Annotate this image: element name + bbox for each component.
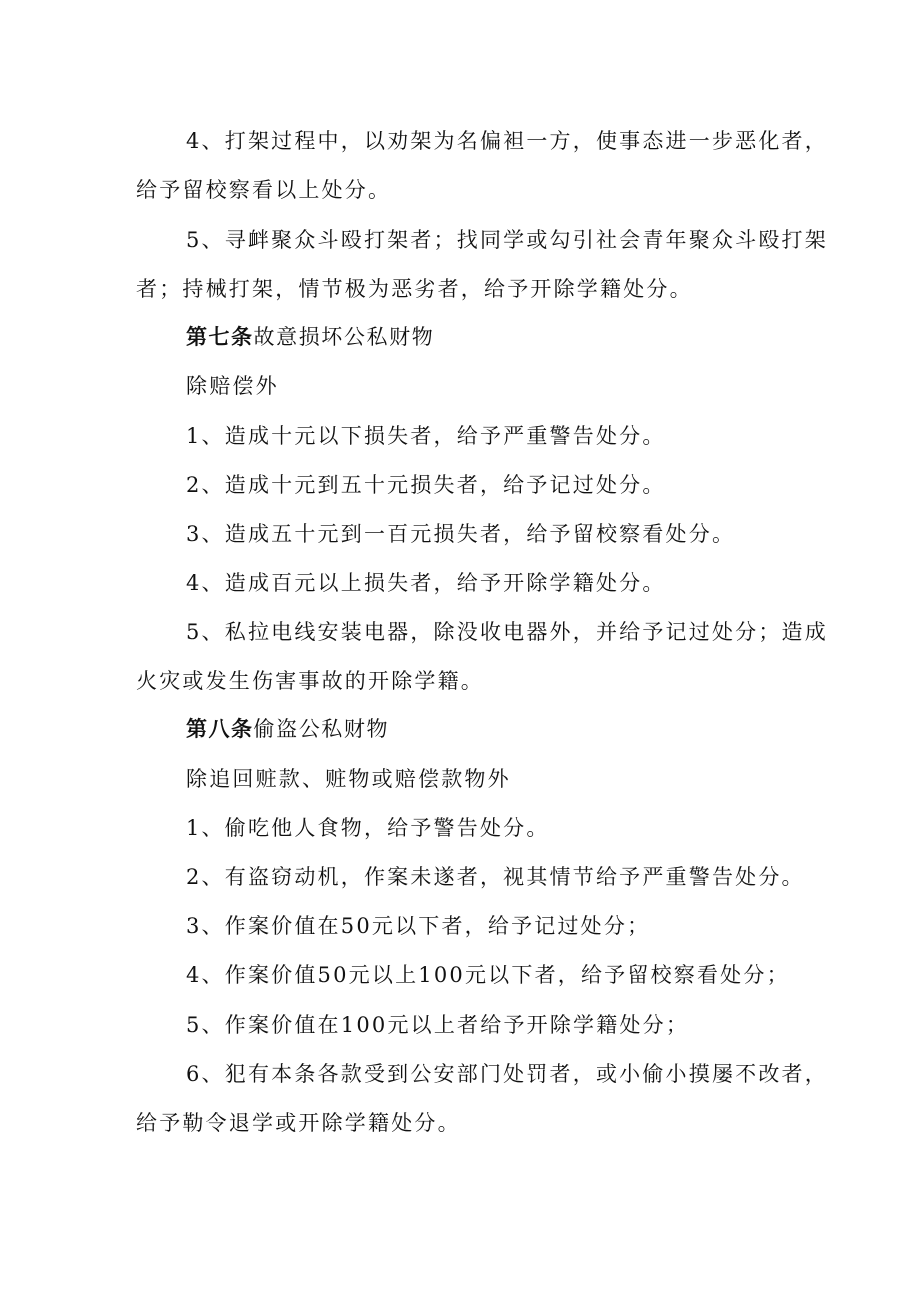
list-item: 3、造成五十元到一百元损失者，给予留校察看处分。 (186, 522, 736, 546)
list-item: 2、有盗窃动机，作案未遂者，视其情节给予严重警告处分。 (186, 865, 805, 889)
list-item: 3、作案价值在50元以下者，给予记过处分； (186, 914, 651, 938)
paragraph-line: 给予勒令退学或开除学籍处分。 (136, 1111, 461, 1135)
list-item: 1、偷吃他人食物，给予警告处分。 (186, 816, 550, 840)
list-item: 4、造成百元以上损失者，给予开除学籍处分。 (186, 571, 666, 595)
article-label: 第八条 (186, 716, 254, 741)
list-item: 4、作案价值50元以上100元以下者，给予留校察看处分； (186, 963, 790, 987)
article-title: 故意损坏公私财物 (253, 325, 435, 349)
article-heading-seven (186, 324, 434, 350)
paragraph-line: 火灾或发生伤害事故的开除学籍。 (136, 669, 484, 693)
paragraph-line: 除赔偿外 (186, 374, 279, 398)
article-heading-eight (186, 716, 389, 742)
paragraph-line: 4、打架过程中，以劝架为名偏袒一方，使事态进一步恶化者， (186, 129, 828, 153)
list-item: 5、作案价值在100元以上者给予开除学籍处分； (186, 1013, 690, 1037)
list-item: 6、犯有本条各款受到公安部门处罚者，或小偷小摸屡不改者， (186, 1062, 828, 1086)
list-item: 2、造成十元到五十元损失者，给予记过处分。 (186, 473, 666, 497)
article-label: 第七条 (186, 324, 254, 349)
paragraph-line: 者；持械打架，情节极为恶劣者，给予开除学籍处分。 (136, 277, 693, 301)
article-title: 偷盗公私财物 (253, 717, 390, 741)
list-item: 1、造成十元以下损失者，给予严重警告处分。 (186, 424, 666, 448)
paragraph-line: 给予留校察看以上处分。 (136, 178, 392, 202)
paragraph-line: 5、寻衅聚众斗殴打架者；找同学或勾引社会青年聚众斗殴打架 (186, 228, 828, 252)
paragraph-line: 除追回赃款、赃物或赔偿款物外 (186, 767, 511, 791)
list-item: 5、私拉电线安装电器，除没收电器外，并给予记过处分；造成 (186, 620, 828, 644)
